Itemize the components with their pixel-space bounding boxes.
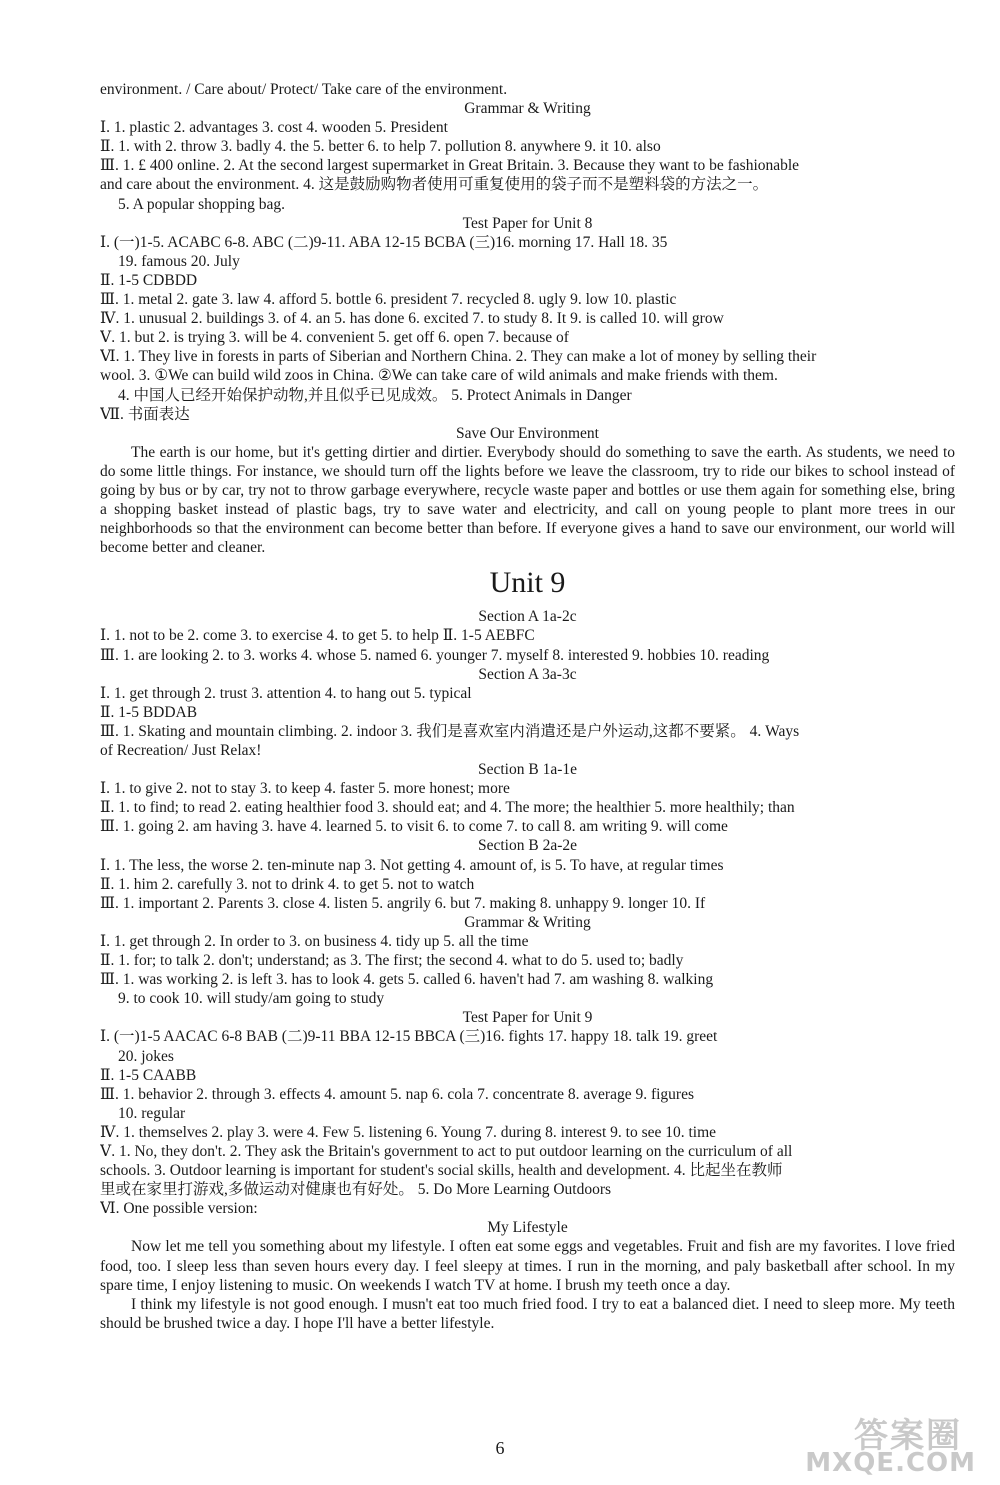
essay-paragraph: Now let me tell you something about my lifestyle. I often eat some eggs and vegetables. Fruit and fish are my favorites. I love fried food, too. I sleep less than seven hours every day. I feel sleepy at times. I run in the morning, and paly basketball after school. In my spare time, I enjoy listening to music. On weekends I watch TV at home. I brush my teeth once a day. — [100, 1238, 955, 1294]
answer-line: Ⅶ. 书面表达 — [100, 405, 190, 423]
answer-line: Ⅰ. 1. get through 2. trust 3. attention 4. to hang out 5. typical — [100, 684, 472, 702]
section-heading: Section B 2a-2e — [477, 837, 577, 855]
answer-line: Ⅰ. 1. get through 2. In order to 3. on business 4. tidy up 5. all the time — [100, 932, 529, 950]
unit-title: Unit 9 — [489, 566, 566, 600]
section-heading: Section B 1a-1e — [477, 761, 577, 779]
section-heading: Test Paper for Unit 9 — [462, 1009, 593, 1027]
watermark-logo: 答案圈 — [854, 1416, 962, 1456]
answer-line: Ⅵ. One possible version: — [100, 1200, 258, 1218]
answer-line: Ⅱ. 1-5 BDDAB — [100, 703, 198, 721]
answer-line: Ⅲ. 1. metal 2. gate 3. law 4. afford 5. bottle 6. president 7. recycled 8. ugly 9. low 10. plastic — [100, 291, 677, 309]
answer-line: Ⅱ. 1-5 CDBDD — [100, 271, 198, 289]
essay-title: Save Our Environment — [456, 424, 599, 442]
essay-paragraph: I think my lifestyle is not good enough. I musn't eat too much fried food. I try to eat a balanced diet. I need to sleep more. My teeth should be brushed twice a day. I hope I'll have a better lifestyle. — [100, 1295, 955, 1332]
answer-line: Ⅲ. 1. was working 2. is left 3. has to look 4. gets 5. called 6. haven't had 7. am washing 8. walking — [100, 971, 714, 989]
essay-paragraph: The earth is our home, but it's getting dirtier and dirtier. Everybody should do something to save the earth. As students, we need to do some little things. For instance, we should turn off the lights before we leave the classroom, try to ride our bikes to school instead of going by bus or by car, try not to throw garbage everywhere, recycle waste paper and bottles or use them again for something else, bring a shopping basket instead of plastic bags, try to save water and electricity, and call on young people to plant more trees in our neighborhoods so that the environment can become better than before. If everyone gives a hand to save our environment, our world will become better and cleaner. — [100, 443, 955, 557]
text-line: environment. / Care about/ Protect/ Take care of the environment. — [100, 81, 508, 98]
answer-line: 10. regular — [118, 1104, 186, 1122]
answer-line: of Recreation/ Just Relax! — [100, 742, 262, 759]
answer-line: Ⅴ. 1. but 2. is trying 3. will be 4. convenient 5. get off 6. open 7. because of — [100, 329, 569, 347]
answer-line: Ⅳ. 1. unusual 2. buildings 3. of 4. an 5. has done 6. excited 7. to study 8. It 9. is called 10. will grow — [100, 310, 724, 328]
answer-line: Ⅴ. 1. No, they don't. 2. They ask the Britain's government to act to put outdoor learning on the curriculum of all — [100, 1142, 793, 1160]
answer-line: Ⅰ. 1. plastic 2. advantages 3. cost 4. wooden 5. President — [100, 119, 448, 137]
answer-line: 4. 中国人已经开始保护动物,并且似乎已见成效。 5. Protect Animals in Danger — [118, 386, 632, 404]
answer-line: 5. A popular shopping bag. — [118, 195, 286, 213]
answer-line: 20. jokes — [118, 1047, 174, 1065]
answer-line: Ⅰ. 1. not to be 2. come 3. to exercise 4. to get 5. to help Ⅱ. 1-5 AEBFC — [100, 627, 535, 645]
section-heading: Section A 3a-3c — [478, 665, 577, 683]
answer-line: Ⅱ. 1. for; to talk 2. don't; understand; as 3. The first; the second 4. what to do 5. used to; badly — [100, 952, 684, 970]
answer-line: Ⅰ. 1. The less, the worse 2. ten-minute nap 3. Not getting 4. amount of, is 5. To have, at regular times — [100, 856, 724, 874]
answer-line: Ⅰ. (一)1-5. ACABC 6-8. ABC (二)9-11. ABA 12-15 BCBA (三)16. morning 17. Hall 18. 35 — [100, 233, 668, 251]
answer-line: Ⅰ. 1. to give 2. not to stay 3. to keep 4. faster 5. more honest; more — [100, 780, 510, 798]
answer-line: Ⅱ. 1-5 CAABB — [100, 1066, 197, 1084]
section-heading: Grammar & Writing — [464, 100, 591, 118]
answer-line: and care about the environment. 4. 这是鼓励购物者使用可重复使用的袋子而不是塑料袋的方法之一。 — [100, 176, 769, 194]
section-heading: Grammar & Writing — [464, 913, 591, 931]
answer-page — [100, 80, 955, 1333]
answer-line: wool. 3. ①We can build wild zoos in China. ②We can take care of wild animals and make friends with them. — [100, 367, 778, 385]
answer-line: Ⅳ. 1. themselves 2. play 3. were 4. Few 5. listening 6. Young 7. during 8. interest 9. to see 10. time — [100, 1123, 717, 1141]
answer-line: Ⅲ. 1. £ 400 online. 2. At the second largest supermarket in Great Britain. 3. Because they want to be fashionable — [100, 157, 800, 175]
answer-line: 里或在家里打游戏,多做运动对健康也有好处。 5. Do More Learning Outdoors — [100, 1181, 612, 1199]
answer-line: Ⅱ. 1. him 2. carefully 3. not to drink 4. to get 5. not to watch — [100, 875, 475, 893]
answer-line: Ⅲ. 1. are looking 2. to 3. works 4. whose 5. named 6. younger 7. myself 8. interested 9. hobbies 10. reading — [100, 646, 770, 664]
answer-line: Ⅲ. 1. important 2. Parents 3. close 4. listen 5. angrily 6. but 7. making 8. unhappy 9. longer 10. If — [100, 894, 706, 912]
answer-line: Ⅱ. 1. to find; to read 2. eating healthier food 3. should eat; and 4. The more; the healthier 5. more healthily; than — [100, 799, 795, 817]
answer-line: 9. to cook 10. will study/am going to study — [118, 990, 385, 1008]
page-number: 6 — [495, 1438, 505, 1458]
essay-title: My Lifestyle — [487, 1219, 568, 1237]
watermark-url: MXQE.COM — [805, 1448, 976, 1478]
answer-line: Ⅵ. 1. They live in forests in parts of Siberian and Northern China. 2. They can make a lot of money by selling their — [100, 348, 817, 366]
answer-line: schools. 3. Outdoor learning is important for student's social skills, health and development. 4. 比起坐在教师 — [100, 1162, 783, 1180]
answer-line: 19. famous 20. July — [118, 252, 240, 270]
section-heading: Section A 1a-2c — [478, 608, 577, 626]
answer-line: Ⅰ. (一)1-5 AACAC 6-8 BAB (二)9-11 BBA 12-15 BBCA (三)16. fights 17. happy 18. talk 19. greet — [100, 1028, 718, 1046]
answer-line: Ⅲ. 1. going 2. am having 3. have 4. learned 5. to visit 6. to come 7. to call 8. am writing 9. will come — [100, 818, 728, 836]
section-heading: Test Paper for Unit 8 — [462, 214, 593, 232]
answer-line: Ⅱ. 1. with 2. throw 3. badly 4. the 5. better 6. to help 7. pollution 8. anywhere 9. it 10. also — [100, 138, 661, 156]
watermark — [780, 1408, 980, 1478]
answer-line: Ⅲ. 1. Skating and mountain climbing. 2. indoor 3. 我们是喜欢室内消遣还是户外运动,这都不要紧。 4. Ways — [100, 722, 800, 740]
answer-line: Ⅲ. 1. behavior 2. through 3. effects 4. amount 5. nap 6. cola 7. concentrate 8. average 9. figures — [100, 1085, 694, 1103]
